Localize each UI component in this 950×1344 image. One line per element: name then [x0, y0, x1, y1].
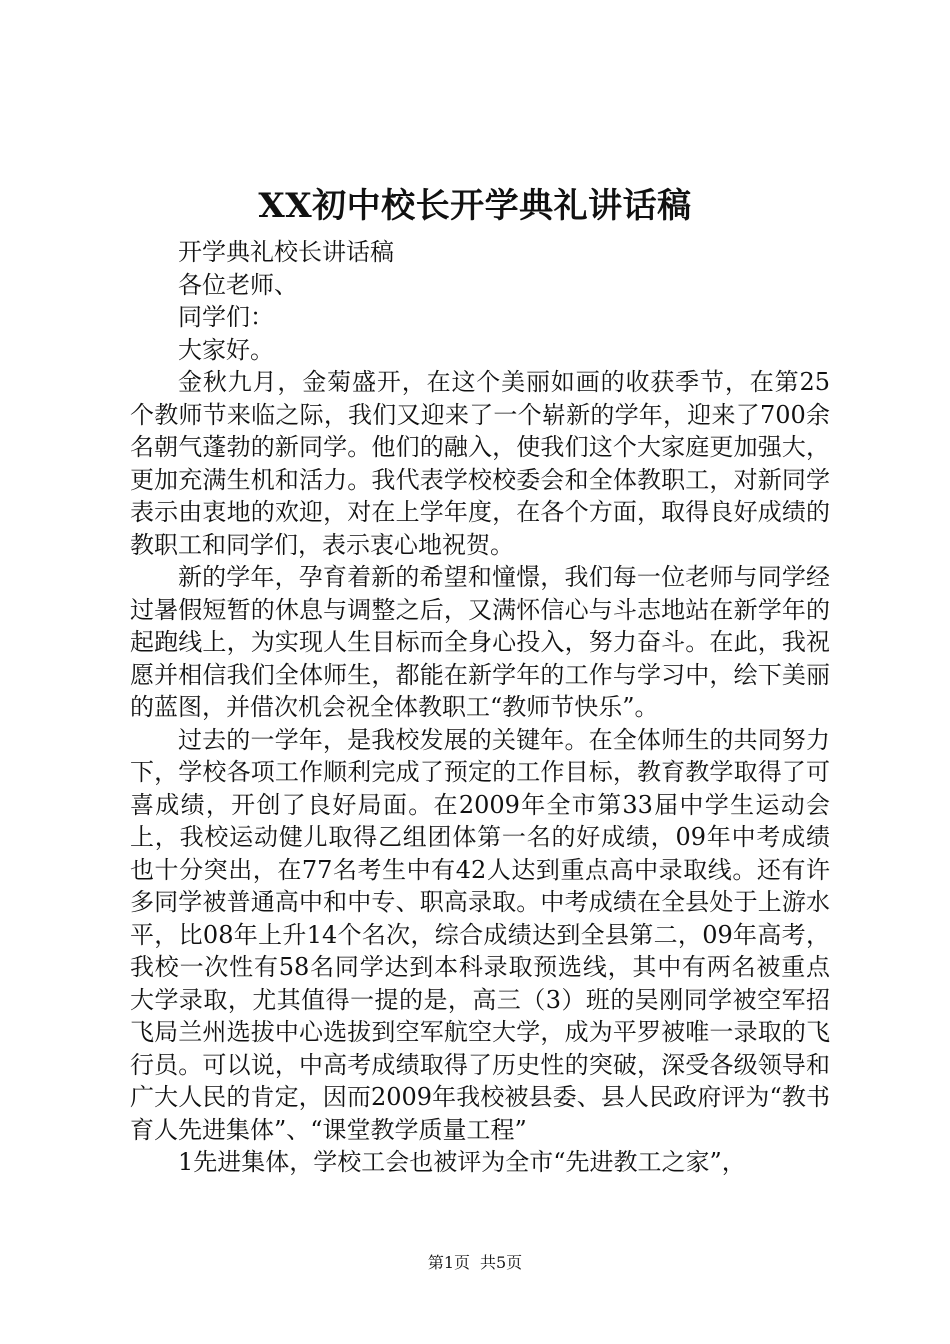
document-body: [130, 236, 830, 1179]
paragraph-achievements: 过去的一学年，是我校发展的关键年。在全体师生的共同努力下，学校各项工作顺利完成了预定的工作目标，教育教学取得了可喜成绩，开创了良好局面。在2009年全市第33届中学生运动会上，我校运动健儿取得乙组团体第一名的好成绩，09年中考成绩也十分突出，在77名考生中有42人达到重点高中录取线。还有许多同学被普通高中和中专、职高录取。中考成绩在全县处于上游水平，比08年上升14个名次，综合成绩达到全县第二，09年高考，我校一次性有58名同学达到本科录取预选线，其中有两名被重点大学录取，尤其值得一提的是，高三（3）班的吴刚同学被空军招飞局兰州选拔中心选拔到空军航空大学，成为平罗被唯一录取的飞行员。可以说，中高考成绩取得了历史性的突破，深受各级领导和广大人民的肯定，因而2009年我校被县委、县人民政府评为“教书育人先进集体”、“课堂教学质量工程”: [130, 725, 830, 1144]
paragraph-salutation-students: 同学们：: [178, 303, 274, 331]
paragraph-salutation-teachers: 各位老师、: [178, 270, 298, 299]
paragraph-new-year: 新的学年，孕育着新的希望和憧憬，我们每一位老师与同学经过暑假短暂的休息与调整之后，又满怀信心与斗志地站在新学年的起跑线上，为实现人生目标而全身心投入，努力奋斗。在此，我祝愿并相信我们全体师生，都能在新学年的工作与学习中，绘下美丽的蓝图，并借次机会祝全体教职工“教师节快乐”。: [130, 563, 830, 721]
paragraph-continued: 1先进集体，学校工会也被评为全市“先进教工之家”，: [178, 1148, 746, 1176]
page-number-total: 共5页: [480, 1253, 523, 1272]
document-title: XX初中校长开学典礼讲话稿: [258, 186, 692, 226]
paragraph-heading: 开学典礼校长讲话稿: [178, 238, 394, 266]
page-footer: [0, 1252, 950, 1274]
paragraph-welcome: 金秋九月，金菊盛开，在这个美丽如画的收获季节，在第25个教师节来临之际，我们又迎来了一个崭新的学年，迎来了700余名朝气蓬勃的新同学。他们的融入，使我们这个大家庭更加强大，更加充满生机和活力。我代表学校校委会和全体教职工，对新同学表示由衷地的欢迎，对在上学年度，在各个方面，取得良好成绩的教职工和同学们，表示衷心地祝贺。: [130, 368, 830, 559]
paragraph-greeting: 大家好。: [178, 335, 274, 364]
page-number-current: 第1页: [427, 1253, 470, 1272]
